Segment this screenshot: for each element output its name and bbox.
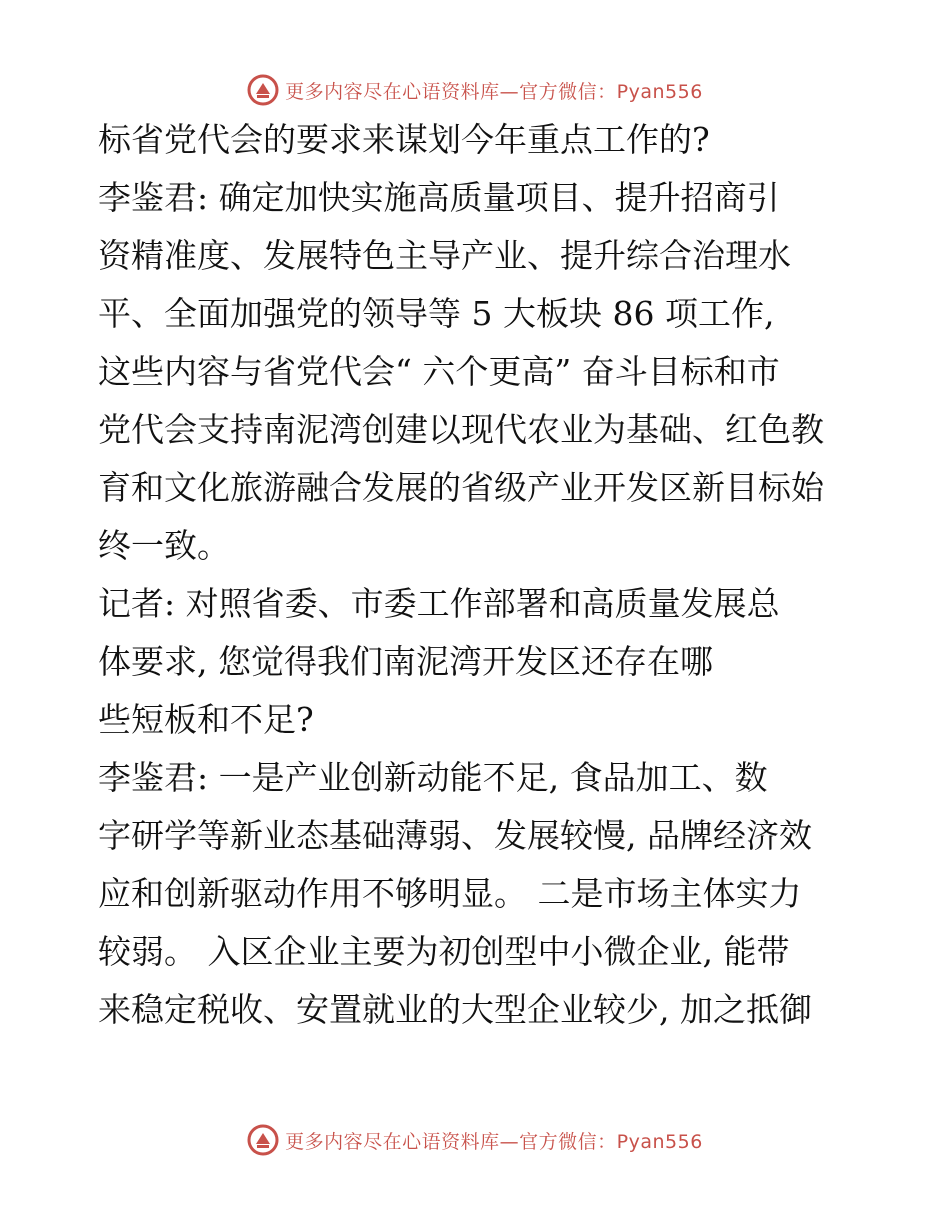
text-line: 党代会支持南泥湾创建以现代农业为基础、红色教 bbox=[98, 410, 824, 449]
text-line: 终一致。 bbox=[98, 526, 230, 565]
text-line: 体要求, 您觉得我们南泥湾开发区还存在哪 bbox=[98, 642, 713, 681]
text-line: 资精准度、发展特色主导产业、提升综合治理水 bbox=[98, 236, 791, 275]
text-line: 标省党代会的要求来谋划今年重点工作的? bbox=[98, 120, 710, 159]
text-line: 这些内容与省党代会“ 六个更高” 奋斗目标和市 bbox=[98, 352, 780, 391]
text-line: 记者: 对照省委、市委工作部署和高质量发展总 bbox=[98, 584, 780, 623]
text-line: 育和文化旅游融合发展的省级产业开发区新目标始 bbox=[98, 468, 824, 507]
text-line: 来稳定税收、安置就业的大型企业较少, 加之抵御 bbox=[98, 990, 812, 1029]
text-line: 些短板和不足? bbox=[98, 700, 314, 739]
document-body bbox=[98, 120, 858, 1048]
text-line: 平、全面加强党的领导等 5 大板块 86 项工作, bbox=[98, 294, 775, 333]
banner-text: 更多内容尽在心语资料库—官方微信：Pyan556 bbox=[285, 1130, 703, 1153]
text-line: 字研学等新业态基础薄弱、发展较慢, 品牌经济效 bbox=[98, 816, 812, 855]
banner-text: 更多内容尽在心语资料库—官方微信：Pyan556 bbox=[285, 80, 703, 103]
text-line: 李鉴君: 一是产业创新动能不足, 食品加工、数 bbox=[98, 758, 768, 797]
footer-banner bbox=[0, 1120, 950, 1160]
text-line: 较弱。 入区企业主要为初创型中小微企业, 能带 bbox=[98, 932, 790, 971]
book-logo-icon bbox=[247, 74, 279, 106]
header-banner bbox=[0, 70, 950, 110]
text-line: 应和创新驱动作用不够明显。 二是市场主体实力 bbox=[98, 874, 802, 913]
book-logo-icon bbox=[247, 1124, 279, 1156]
text-line: 李鉴君: 确定加快实施高质量项目、提升招商引 bbox=[98, 178, 780, 217]
